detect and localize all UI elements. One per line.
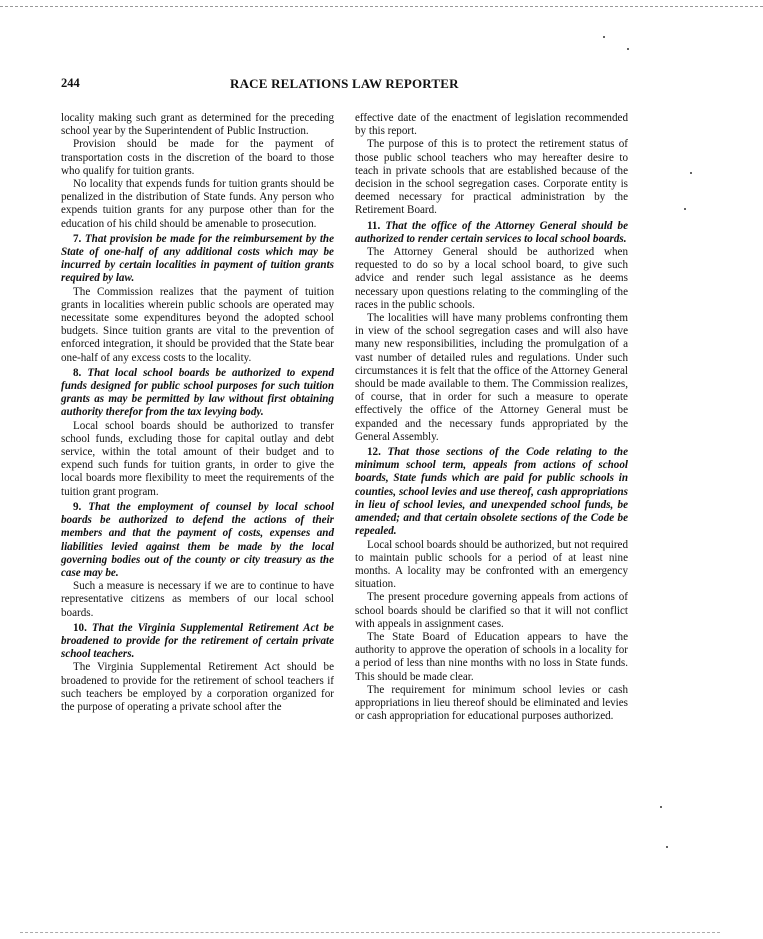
body-paragraph: effective date of the enactment of legislation recommended by this report. (355, 112, 628, 138)
scan-speck (666, 846, 668, 848)
recommendation-number: 8. (73, 366, 82, 379)
body-paragraph: The present procedure governing appeals from actions of school boards should be clarified so that it will not conflict with appeals in assignment cases. (355, 591, 628, 630)
body-paragraph: The Virginia Supplemental Retirement Act should be broadened to provide for the retirement of school teachers if such teachers be employed by a corporation organized for the purpose of operating a private school after the (61, 661, 334, 713)
scan-speck (690, 172, 692, 174)
body-paragraph: The purpose of this is to protect the retirement status of those public school teachers who may hereafter desire to teach in private schools that are established because of the decision in the school segregation cases. Corporate entity is deemed necessary for practical administration by the Retirement Board. (355, 138, 628, 217)
recommendation-heading (355, 446, 628, 538)
recommendation-text: That the employment of counsel by local school boards be authorized to defend the actions of their members and that the payment of costs, expenses and liabilities levied against them be made by the local governing bodies out of the county or city treasury as the case may be. (61, 500, 334, 579)
recommendation-number: 10. (73, 621, 87, 634)
recommendation-text: That those sections of the Code relating to the minimum school term, appeals from actions of school boards, State funds which are paid for public schools in counties, school levies and use thereof, cash appropriations in lieu of school levies, and unexpended school funds, be amended; and that certain obsolete sections of the Code be repealed. (355, 446, 628, 538)
body-paragraph: The Commission realizes that the payment of tuition grants in localities wherein public schools are operated may necessitate some expenditures beyond the adopted school budgets. Since tuition grants are vital to the prevention of enforced integration, it should be provided that the State bear one-half of any excess costs to the locality. (61, 285, 334, 364)
right-column (355, 112, 628, 723)
scan-speck (684, 208, 686, 210)
recommendation-heading (61, 501, 334, 580)
recommendation-heading (61, 367, 334, 420)
body-paragraph: locality making such grant as determined for the preceding school year by the Superintendent of Public Instruction. (61, 112, 334, 138)
scan-speck (603, 36, 605, 38)
body-paragraph: The localities will have many problems confronting them in view of the school segregation cases and will also have many new responsibilities, including the promulgation of a vast number of detailed rules and regulations. Under such circumstances it is felt that the office of the Attorney General should be made available to them. The Commission realizes, of course, that in order for such a measure to operate effectively the office of the Attorney General must be expanded and the necessary funds appropriated by the General Assembly. (355, 312, 628, 443)
body-paragraph: The State Board of Education appears to have the authority to approve the operation of schools in a locality for a period of less than nine months with no loss in State funds. This should be made clear. (355, 630, 628, 683)
top-border-rule (0, 6, 763, 7)
recommendation-text: That local school boards be authorized to expend funds designed for public school purposes for such tuition grants as may be permitted by law without first obtaining authority therefor from the tax levying body. (61, 366, 334, 419)
recommendation-text: That provision be made for the reimbursement by the State of one-half of any additional costs which may be incurred by certain localities in payment of tuition grants required by law. (61, 232, 334, 285)
body-paragraph: No locality that expends funds for tuition grants should be penalized in the distribution of State funds. Any person who expends tuition grants for any purpose other than for the education of his child should be amenable to prosecution. (61, 178, 334, 230)
recommendation-number: 7. (73, 232, 82, 245)
scan-speck (627, 48, 629, 50)
recommendation-number: 12. (367, 446, 381, 459)
recommendation-text: That the office of the Attorney General should be authorized to render certain services to local school boards. (355, 219, 628, 245)
scan-speck (660, 806, 662, 808)
recommendation-number: 11. (367, 219, 381, 232)
body-paragraph: Such a measure is necessary if we are to continue to have representative citizens as members of our local school boards. (61, 580, 334, 619)
recommendation-heading (355, 220, 628, 246)
recommendation-heading (61, 622, 334, 662)
body-paragraph: Provision should be made for the payment of transportation costs in the discretion of the board to those who qualify for tuition grants. (61, 138, 334, 177)
body-paragraph: The requirement for minimum school levies or cash appropriations in lieu thereof should be eliminated and levies or cash appropriation for educational purposes authorized. (355, 683, 628, 723)
left-column (61, 112, 334, 714)
running-head: RACE RELATIONS LAW REPORTER (230, 76, 459, 91)
recommendation-number: 9. (73, 500, 82, 513)
recommendation-text: That the Virginia Supplemental Retirement Act be broadened to provide for the retirement of certain private school teachers. (61, 621, 334, 661)
body-paragraph: The Attorney General should be authorized when requested to do so by a local school board, to give such advice and render such legal assistance as he deems necessary upon questions relating to the commingling of the races in the public schools. (355, 246, 628, 311)
page-number: 244 (61, 76, 80, 90)
body-paragraph: Local school boards should be authorized to transfer school funds, excluding those for capital outlay and debt service, within the total amount of their budget and to expend such funds for tuition grants, in order to give the local boards more flexibility to meet the requirements of the tuition grant program. (61, 419, 334, 498)
body-paragraph: Local school boards should be authorized, but not required to maintain public schools for a period of at least nine months. A locality may be confronted with an emergency situation. (355, 538, 628, 591)
bottom-border-rule (20, 932, 720, 933)
recommendation-heading (61, 233, 334, 286)
